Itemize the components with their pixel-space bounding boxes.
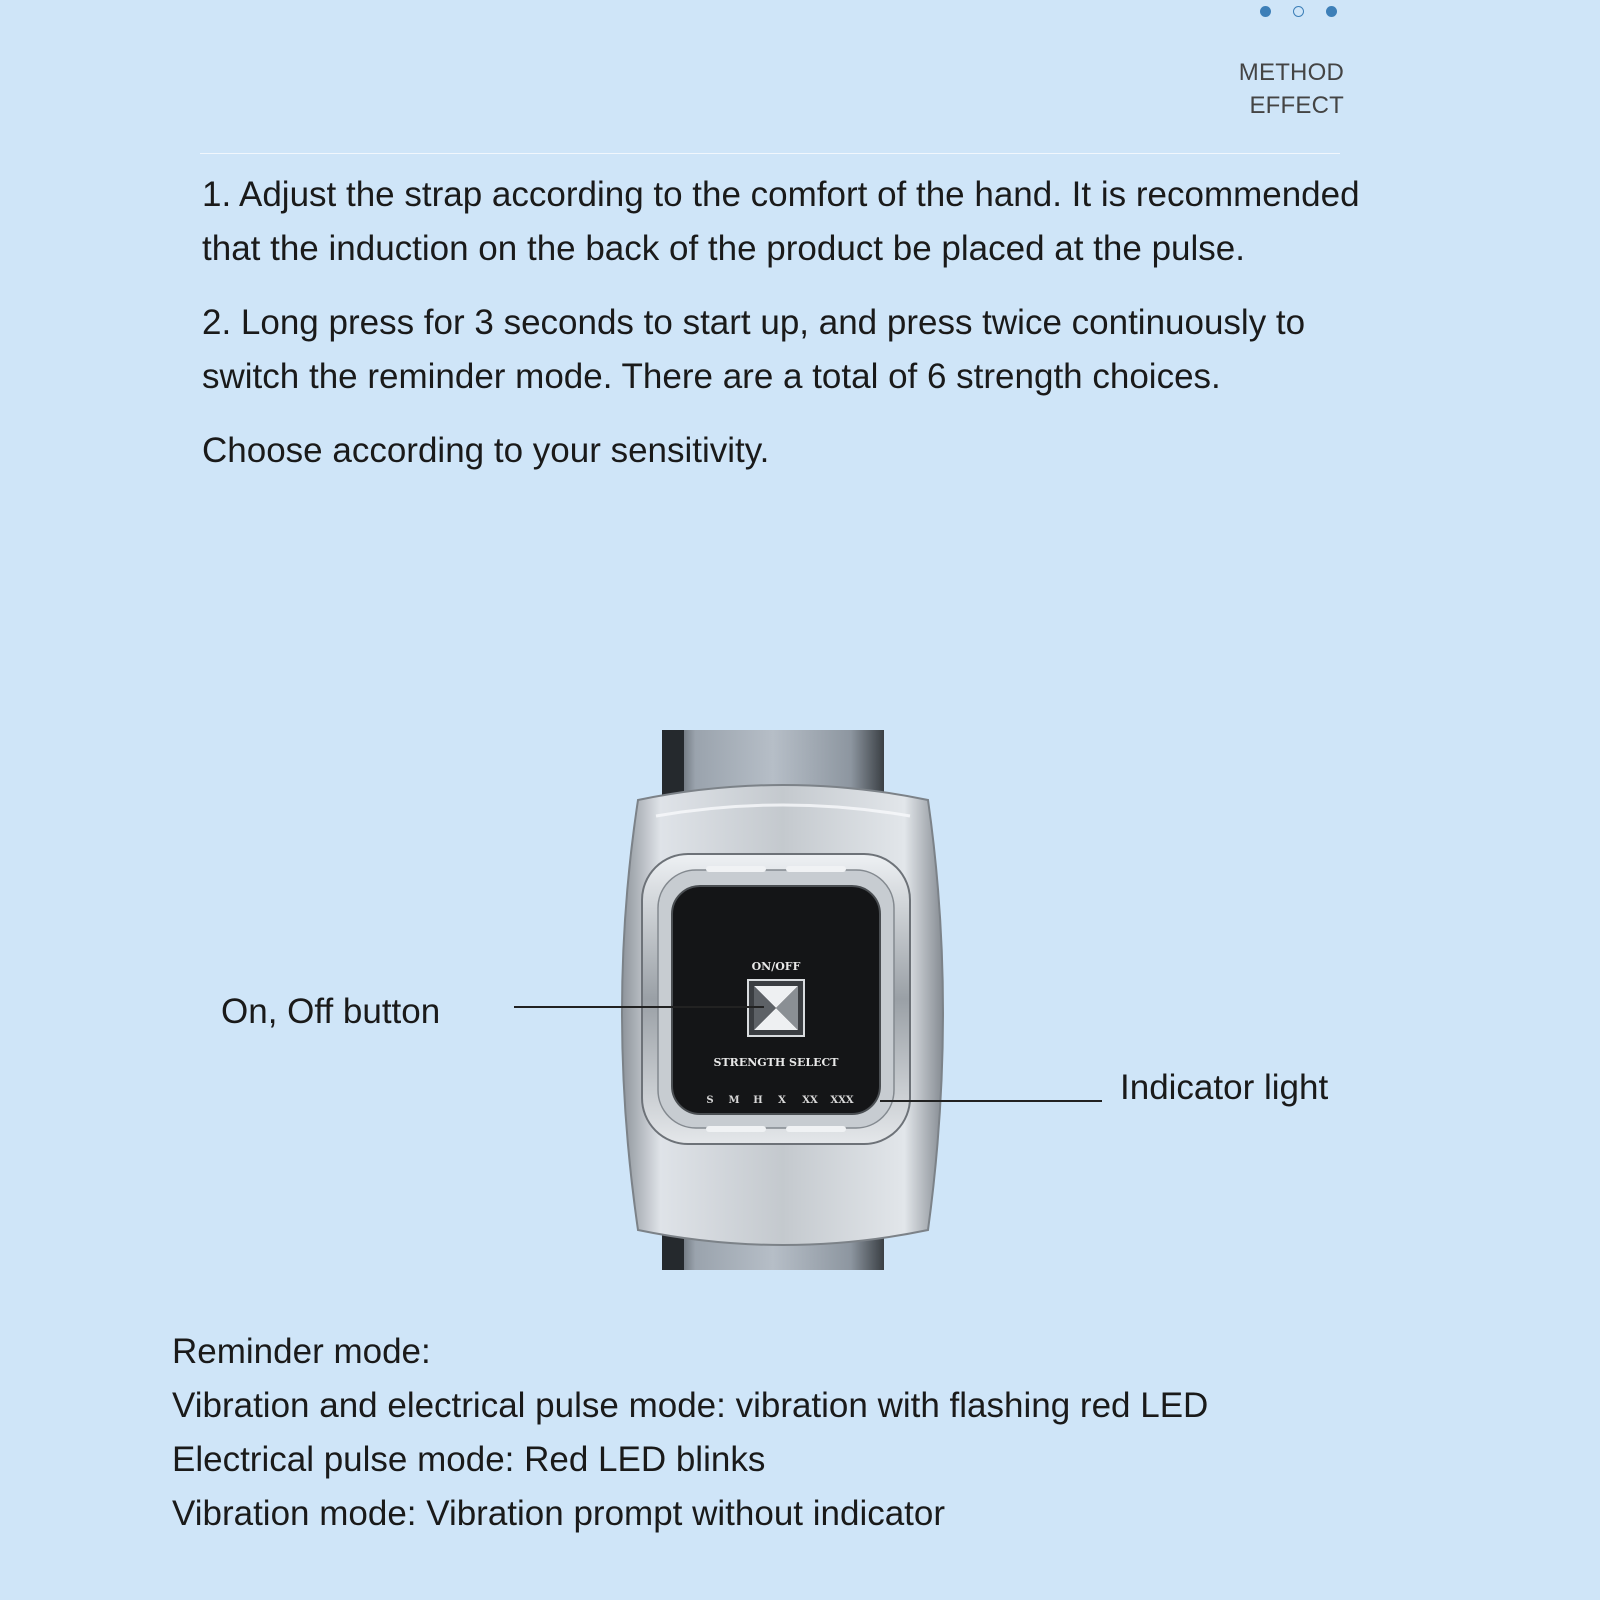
section-label [1239, 56, 1344, 122]
page-dot-3[interactable] [1326, 6, 1337, 17]
bezel-bottom-right-ridge [786, 1126, 846, 1132]
page-dot-2[interactable] [1293, 6, 1304, 17]
strength-level-xxx: XXX [830, 1095, 854, 1106]
on-off-button[interactable] [748, 980, 804, 1036]
strength-level-h: H [753, 1095, 763, 1106]
bezel-top-right-ridge [786, 866, 846, 872]
instruction-step-2: 2. Long press for 3 seconds to start up, and press twice continuously to switch the reminder mode. There are a total of 6 strength choices. [202, 303, 1306, 396]
reminder-modes [172, 1325, 1208, 1541]
strength-levels [706, 1095, 853, 1106]
indicator-light-callout-label: Indicator light [1120, 1068, 1329, 1107]
bezel-bottom-left-ridge [706, 1126, 766, 1132]
bezel-top-left-ridge [706, 866, 766, 872]
strength-level-s: S [706, 1095, 714, 1106]
strength-select-label: STRENGTH SELECT [713, 1056, 839, 1069]
strength-level-xx: XX [802, 1095, 818, 1106]
instruction-step-1: 1. Adjust the strap according to the comfort of the hand. It is recommended that the induction on the back of the product be placed at the pulse. [202, 175, 1360, 268]
wristband-device-illustration [598, 730, 968, 1290]
reminder-modes-heading: Reminder mode: [172, 1332, 431, 1371]
divider [200, 153, 1340, 154]
instructions [202, 168, 1542, 498]
on-off-label: ON/OFF [751, 960, 801, 973]
mode-vibration-pulse: Vibration and electrical pulse mode: vibration with flashing red LED [172, 1386, 1209, 1425]
page-dot-1[interactable] [1260, 6, 1271, 17]
section-label-effect: EFFECT [1249, 92, 1344, 119]
indicator-light-callout-line [880, 1100, 1102, 1102]
wristband-device-image [598, 730, 968, 1290]
instruction-step-3: Choose according to your sensitivity. [202, 431, 770, 470]
mode-pulse: Electrical pulse mode: Red LED blinks [172, 1440, 766, 1479]
strength-level-x: X [778, 1095, 786, 1106]
strap-top-edge [662, 730, 684, 802]
on-off-button-callout-label: On, Off button [221, 992, 441, 1031]
section-label-method: METHOD [1238, 59, 1344, 86]
strength-level-m: M [728, 1095, 740, 1106]
on-off-button-callout-line [514, 1006, 764, 1008]
mode-vibration: Vibration mode: Vibration prompt without indicator [172, 1494, 946, 1533]
